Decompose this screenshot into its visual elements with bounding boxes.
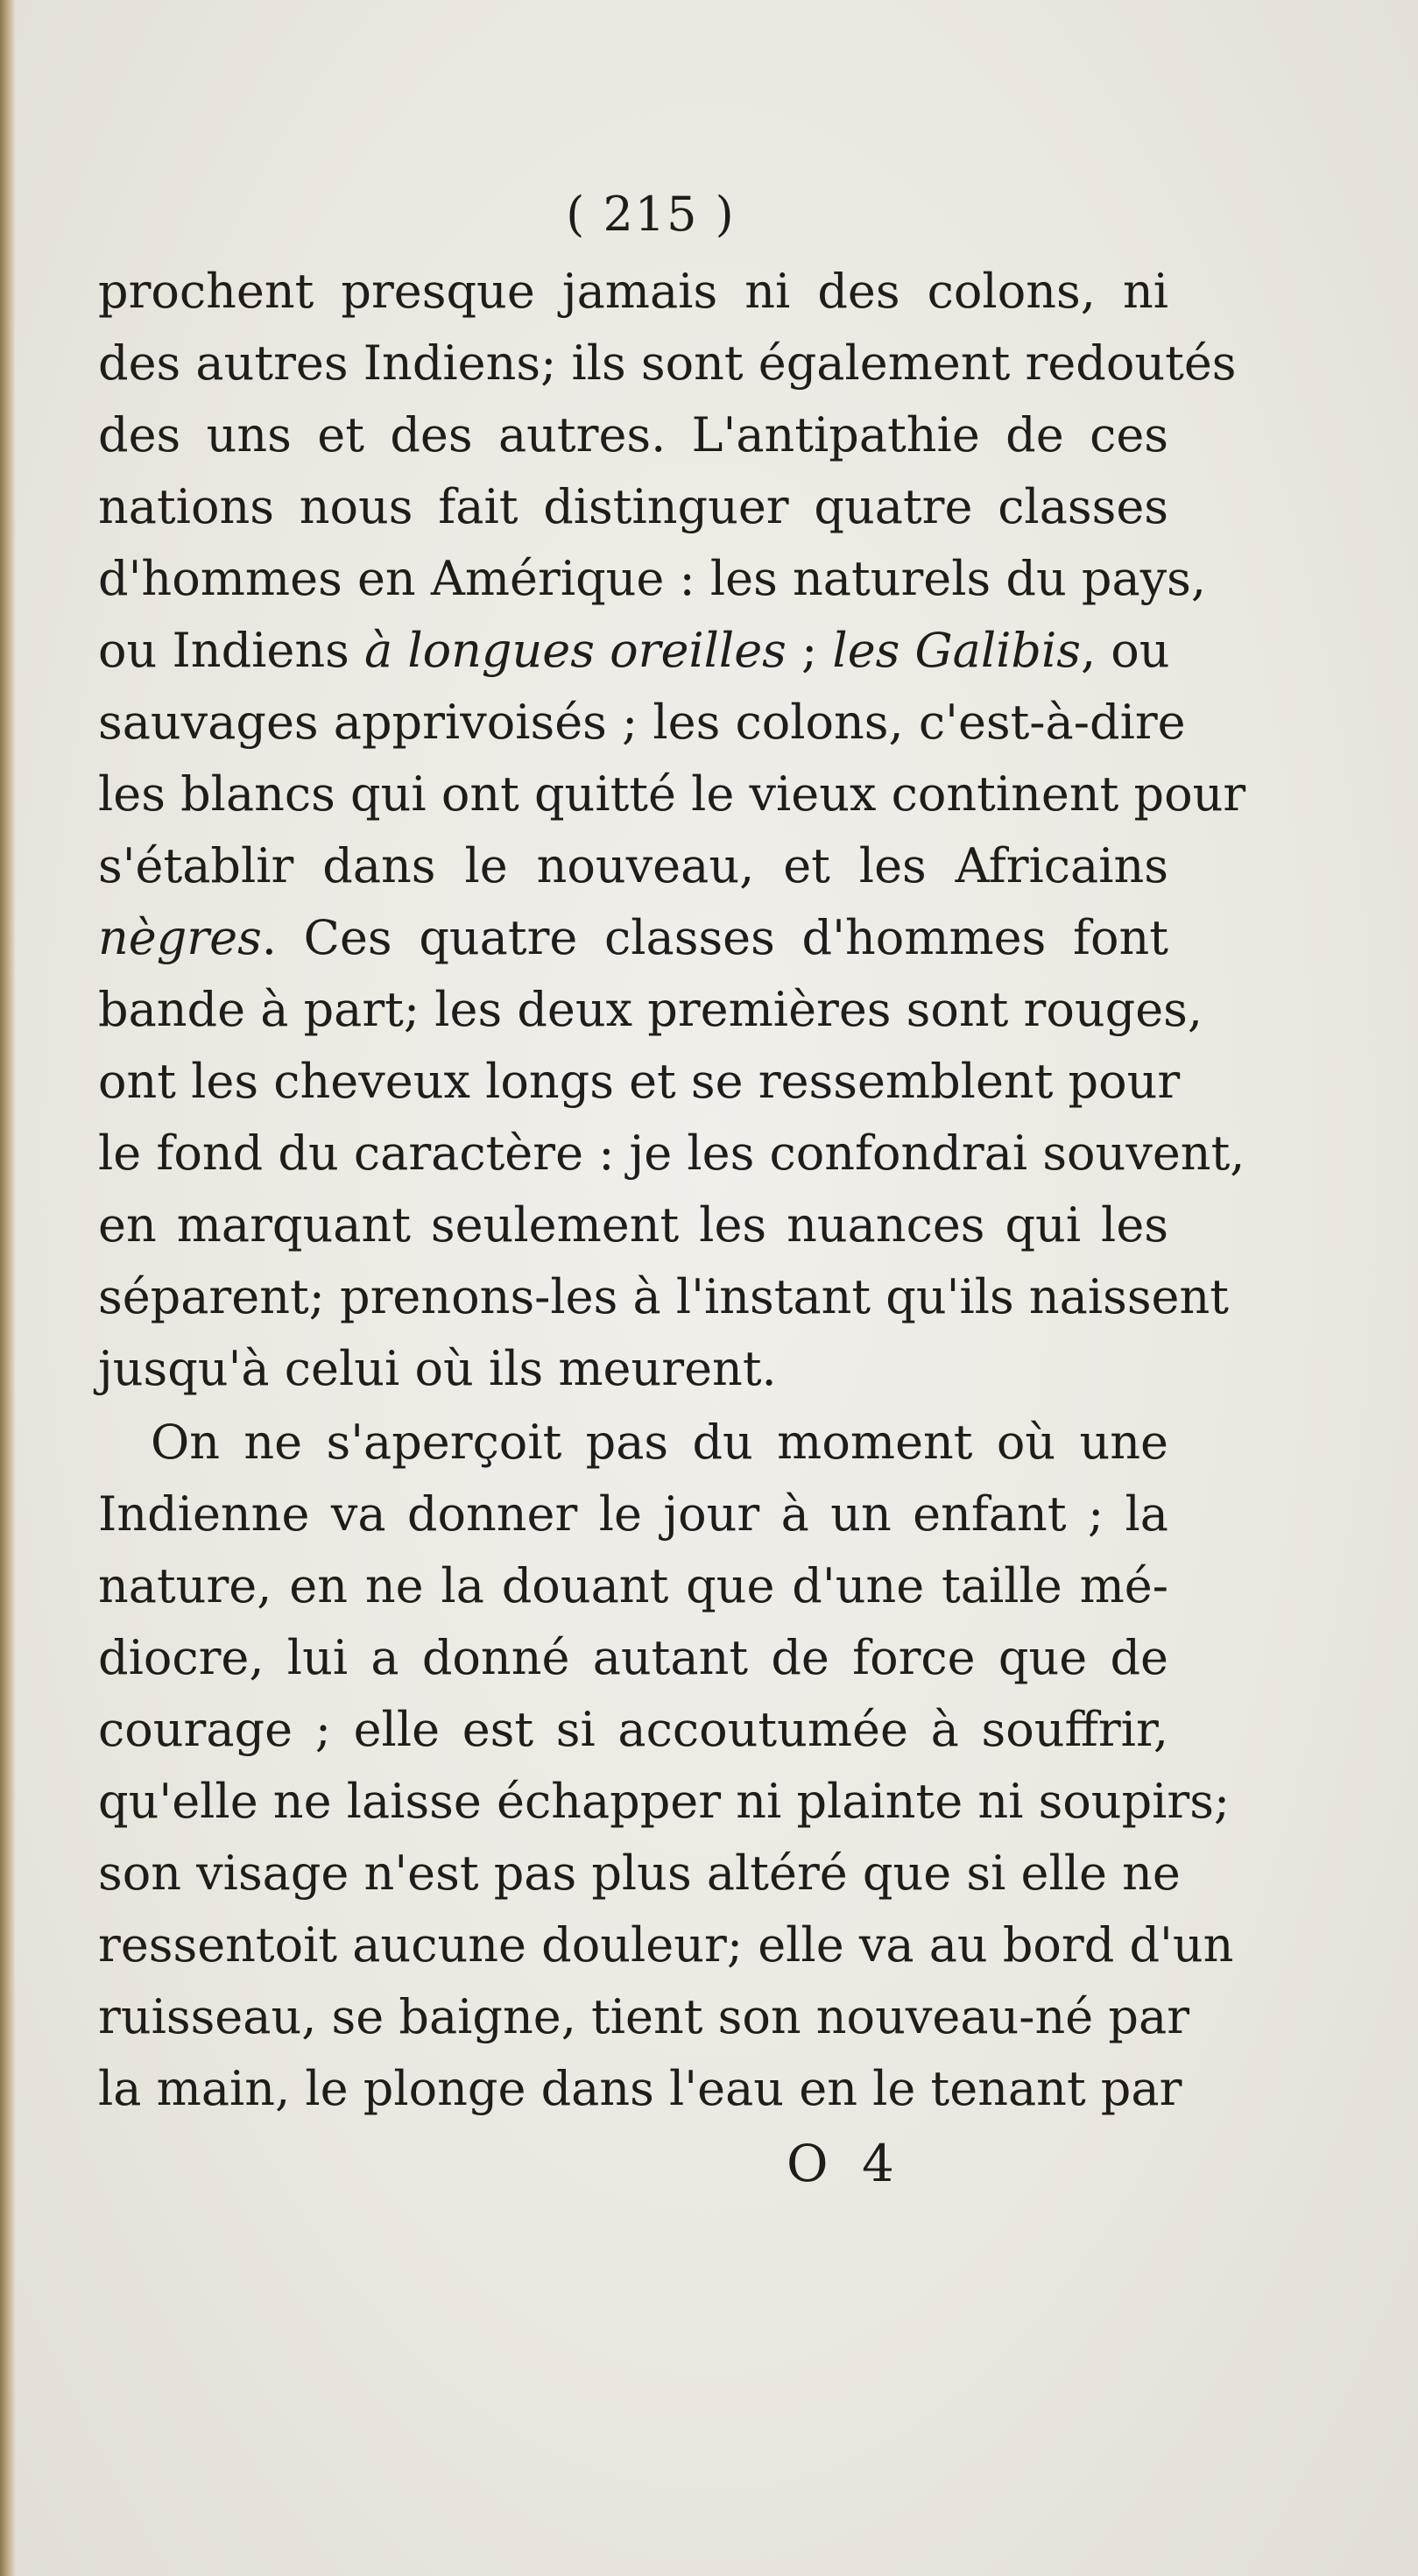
italic-term: à longues oreilles bbox=[364, 623, 787, 678]
italic-term: nègres bbox=[98, 910, 262, 965]
text-line: séparent; prenons-les à l'instant qu'ils naissent bbox=[98, 1269, 1229, 1324]
text-segment: ; bbox=[786, 623, 833, 678]
text-line: s'établir dans le nouveau, et les Africains bbox=[98, 838, 1168, 893]
text-line: nature, en ne la douant que d'une taille mé- bbox=[98, 1558, 1168, 1613]
text-line: d'hommes en Amérique : les naturels du pays, bbox=[98, 551, 1207, 606]
text-segment: , ou bbox=[1080, 623, 1170, 678]
text-line: ruisseau, se baigne, tient son nouveau-né par bbox=[98, 1989, 1190, 2044]
text-line: courage ; elle est si accoutumée à souffrir, bbox=[98, 1702, 1168, 1757]
text-line: des autres Indiens; ils sont également redoutés bbox=[98, 335, 1237, 391]
text-line: nations nous fait distinguer quatre classes bbox=[98, 479, 1168, 534]
text-line: prochent presque jamais ni des colons, ni bbox=[98, 264, 1168, 319]
text-line: le fond du caractère : je les confondrai souvent, bbox=[98, 1126, 1245, 1181]
text-line: ressentoit aucune douleur; elle va au bord d'un bbox=[98, 1917, 1234, 1973]
text-line: ont les cheveux longs et se ressemblent pour bbox=[98, 1054, 1181, 1109]
page-number: ( 215 ) bbox=[566, 187, 736, 242]
text-line: en marquant seulement les nuances qui les bbox=[98, 1197, 1168, 1253]
text-line: qu'elle ne laisse échapper ni plainte ni soupirs; bbox=[98, 1774, 1231, 1829]
text-line: bande à part; les deux premières sont rouges, bbox=[98, 982, 1203, 1037]
text-line: diocre, lui a donné autant de force que de bbox=[98, 1630, 1168, 1685]
text-line: On ne s'aperçoit pas du moment où une bbox=[151, 1415, 1168, 1470]
text-line: sauvages apprivoisés ; les colons, c'est-à-dire bbox=[98, 695, 1186, 750]
text-line: Indienne va donner le jour à un enfant ; la bbox=[98, 1486, 1168, 1542]
text-line bbox=[98, 902, 1168, 974]
text-line: les blancs qui ont quitté le vieux continent pour bbox=[98, 766, 1246, 822]
text-line bbox=[98, 615, 1168, 687]
text-segment: ou Indiens bbox=[98, 623, 365, 678]
text-line: son visage n'est pas plus altéré que si elle ne bbox=[98, 1846, 1181, 1901]
text-segment: . Ces quatre classes d'hommes font bbox=[261, 910, 1168, 965]
text-line: la main, le plonge dans l'eau en le tenant par bbox=[98, 2061, 1182, 2116]
text-line: des uns et des autres. L'antipathie de ces bbox=[98, 407, 1168, 462]
italic-term: les Galibis bbox=[832, 623, 1081, 678]
signature-mark: O 4 bbox=[787, 2134, 903, 2193]
text-line: jusqu'à celui où ils meurent. bbox=[98, 1341, 777, 1396]
page-edge-shadow bbox=[0, 0, 16, 2576]
